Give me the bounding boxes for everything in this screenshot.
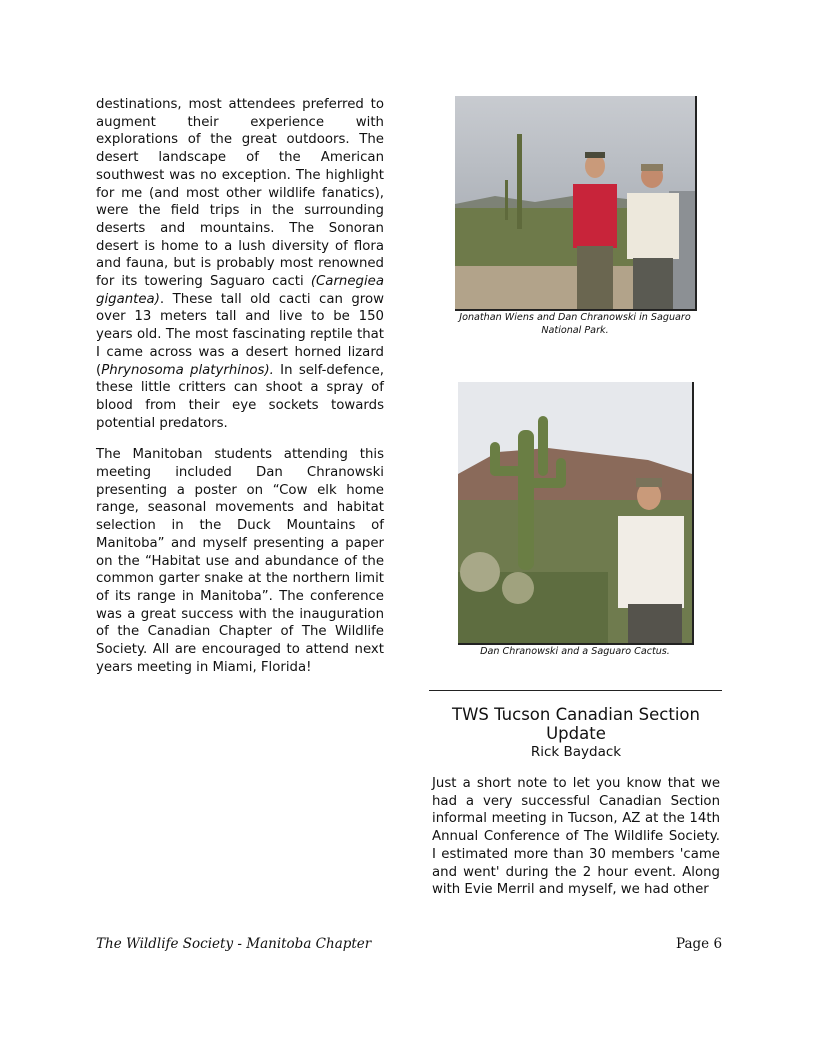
text-run: In self-defence, these little critters can shoot a spray of blood from their eye sockets towards potential predators. — [96, 362, 384, 431]
text-run-italic: (Carnegiea gigantea) — [96, 274, 384, 307]
section-body: Just a short note to let you know that we had a very successful Canadian Section informal meeting in Tucson, AZ at the 14th Annual Conference of The Wildlife Society. I estimated more than 30 members 'came and went' during the 2 hour event. Along with Evie Merril and myself, we had other — [432, 776, 720, 898]
left-article-column — [96, 96, 384, 691]
article-paragraph-1 — [96, 96, 384, 432]
photo-caption-2: Dan Chranowski and a Saguaro Cactus. — [480, 646, 670, 657]
photo-two-men-saguaro-park — [455, 96, 697, 311]
section-author: Rick Baydack — [530, 744, 622, 760]
text-run-italic: Phrynosoma platyrhinos). — [101, 362, 274, 378]
article-paragraph-2: The Manitoban students attending this meeting included Dan Chranowski presenting a poster on “Cow elk home range, seasonal movements and habitat selection in the Duck Mountains of Manitoba” and myself presenting a paper on the “Habitat use and abundance of the common garter snake at the northern limit of its range in Manitoba”. The conference was a great success with the inauguration of the Canadian Chapter of The Wildlife Society. All are encouraged to attend next years meeting in Miami, Florida! — [96, 447, 384, 675]
section-title: TWS Tucson Canadian Section Update — [452, 705, 700, 743]
photo-man-with-saguaro — [458, 382, 694, 645]
text-run: destinations, most attendees preferred to augment their experience with explorations of the great outdoors. The desert landscape of the American southwest was no exception. The highlight for me (and most other wildlife fanatics), were the field trips in the surrounding deserts and mountains. The Sonoran desert is home to a lush diversity of flora and fauna, but is probably most renowned for its towering Saguaro cacti — [96, 97, 384, 290]
footer-publication: The Wildlife Society - Manitoba Chapter — [96, 936, 372, 952]
footer-page-number: Page 6 — [676, 936, 723, 952]
text-run: . These tall old cacti can grow over 13 meters tall and live to be 150 years old. The most fascinating reptile that I came across was a desert horned lizard ( — [96, 291, 384, 378]
photo-caption-1: Jonathan Wiens and Dan Chranowski in Saguaro National Park. — [459, 312, 691, 336]
section-divider — [429, 690, 722, 691]
